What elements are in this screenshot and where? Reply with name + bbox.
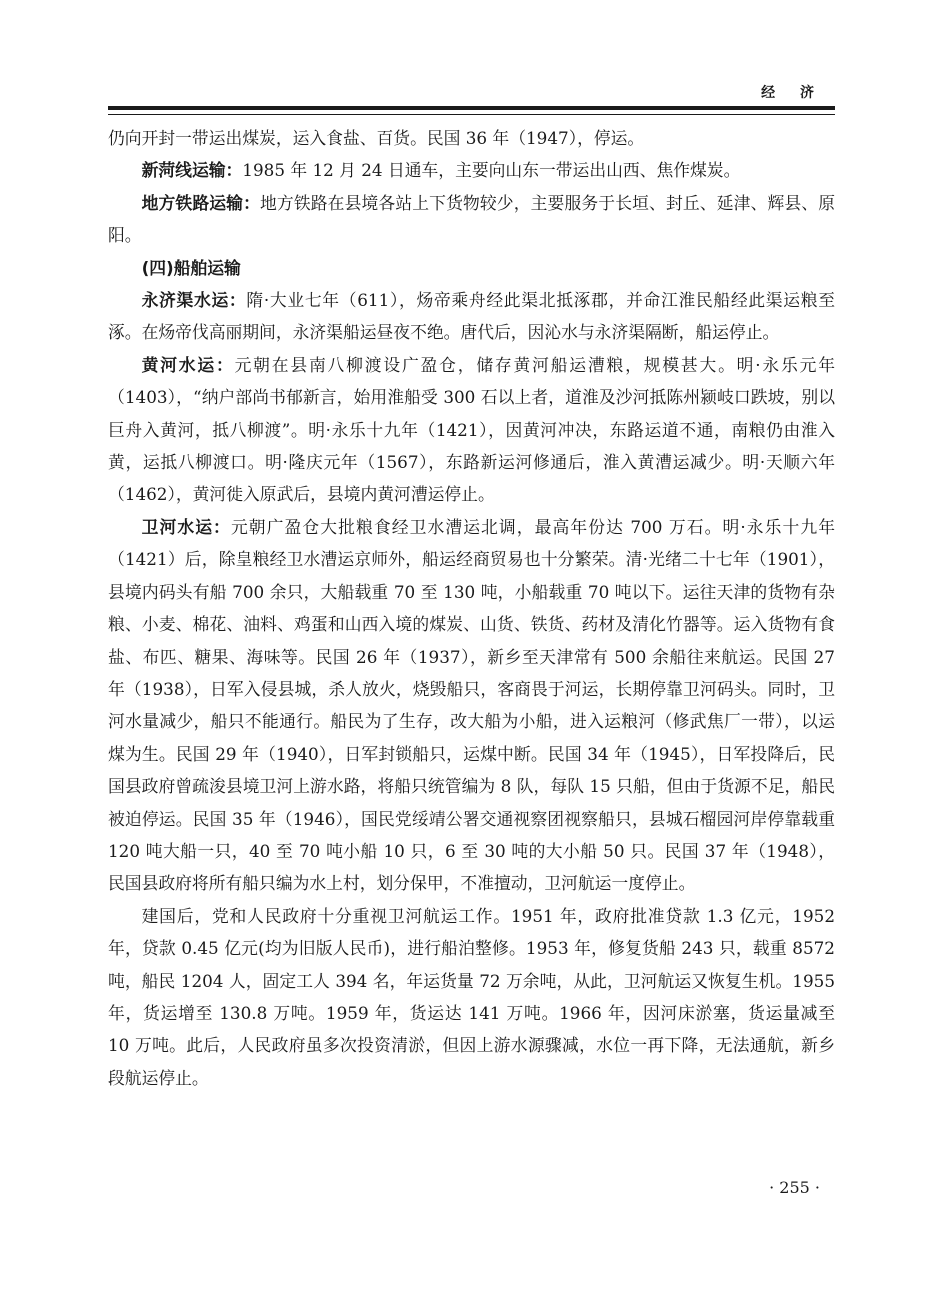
header-rule-thin [108,114,835,115]
section-heading-shipping: (四)船舶运输 [141,257,241,278]
paragraph-heading: 永济渠水运： [141,290,247,311]
paragraph-yongji-canal: 永济渠水运：隋·大业七年（611），炀帝乘舟经此渠北抵涿郡，并命江淮民船经此渠运粮至涿。在炀帝伐高丽期间，永济渠船运昼夜不绝。唐代后，因沁水与永济渠隔断，船运停止。 [108,290,835,343]
paragraph-heading: 黄河水运： [141,354,235,375]
paragraph-heading: 卫河水运： [141,516,231,537]
page-number: · 255 · [769,1178,820,1197]
page-body [108,122,835,1094]
paragraph-heading: 新菏线运输： [141,160,243,181]
paragraph-continuation: 仍向开封一带运出煤炭，运入食盐、百货。民国 36 年（1947），停运。 [108,128,645,148]
paragraph-post-1949: 建国后，党和人民政府十分重视卫河航运工作。1951 年，政府批准贷款 1.3 亿元，1952 年，贷款 0.45 亿元(均为旧版人民币)，进行船泊整修。1953 年，修复货船 243 只，载重 8572 吨，船民 1204 人，固定工人 394 名，年运货量 72 万余吨，从此，卫河航运又恢复生机。1955 年，货运增至 130.8 万吨。1959 年，货运达 141 万吨。1966 年，因河床淤塞，货运量减至 10 万吨。此后，人民政府虽多次投资清淤，但因上游水源骤减，水位一再下降，无法通航，新乡段航运停止。 [108,905,835,1088]
paragraph-wei-river: 卫河水运：元朝广盈仓大批粮食经卫水漕运北调，最高年份达 700 万石。明·永乐十九年（1421）后，除皇粮经卫水漕运京师外，船运经商贸易也十分繁荣。清·光绪二十七年（1901），县境内码头有船 700 余只，大船载重 70 至 130 吨，小船载重 70 吨以下。运往天津的货物有杂粮、小麦、棉花、油料、鸡蛋和山西入境的煤炭、山货、铁货、药材及清化竹器等。运入货物有食盐、布匹、糖果、海味等。民国 26 年（1937），新乡至天津常有 500 余船往来航运。民国 27 年（1938），日军入侵县城，杀人放火，烧毁船只，客商畏于河运，长期停靠卫河码头。同时，卫河水量减少，船只不能通行。船民为了生存，改大船为小船，进入运粮河（修武焦厂一带），以运煤为生。民国 29 年（1940），日军封锁船只，运煤中断。民国 34 年（1945），日军投降后，民国县政府曾疏浚县境卫河上游水路，将船只统管编为 8 队，每队 15 只船，但由于货源不足，船民被迫停运。民国 35 年（1946），国民党绥靖公署交通视察团视察船只，县城石榴园河岸停靠载重 120 吨大船一只，40 至 70 吨小船 10 只，6 至 30 吨的大小船 50 只。民国 37 年（1948），民国县政府将所有船只编为水上村，划分保甲，不准擅动，卫河航运一度停止。 [108,516,835,894]
paragraph-xinhe-railway: 新菏线运输：1985 年 12 月 24 日通车，主要向山东一带运出山西、焦作煤炭。 [141,160,741,181]
running-header: 经 济 [761,85,824,101]
paragraph-yellow-river: 黄河水运：元朝在县南八柳渡设广盈仓，储存黄河船运漕粮，规模甚大。明·永乐元年（1403），“纳户部尚书郁新言，始用淮船受 300 石以上者，道淮及沙河抵陈州颍岐口跌坡，别以巨舟入黄河，抵八柳渡”。明·永乐十九年（1421），因黄河冲决，东路运道不通，南粮仍由淮入黄，运抵八柳渡口。明·隆庆元年（1567），东路新运河修通后，淮入黄漕运减少。明·天顺六年（1462），黄河徙入原武后，县境内黄河漕运停止。 [108,354,835,505]
paragraph-local-railway: 地方铁路运输：地方铁路在县境各站上下货物较少，主要服务于长垣、封丘、延津、辉县、原阳。 [108,192,835,246]
paragraph-heading: 地方铁路运输： [141,192,260,213]
header-rule-thick [108,106,835,110]
